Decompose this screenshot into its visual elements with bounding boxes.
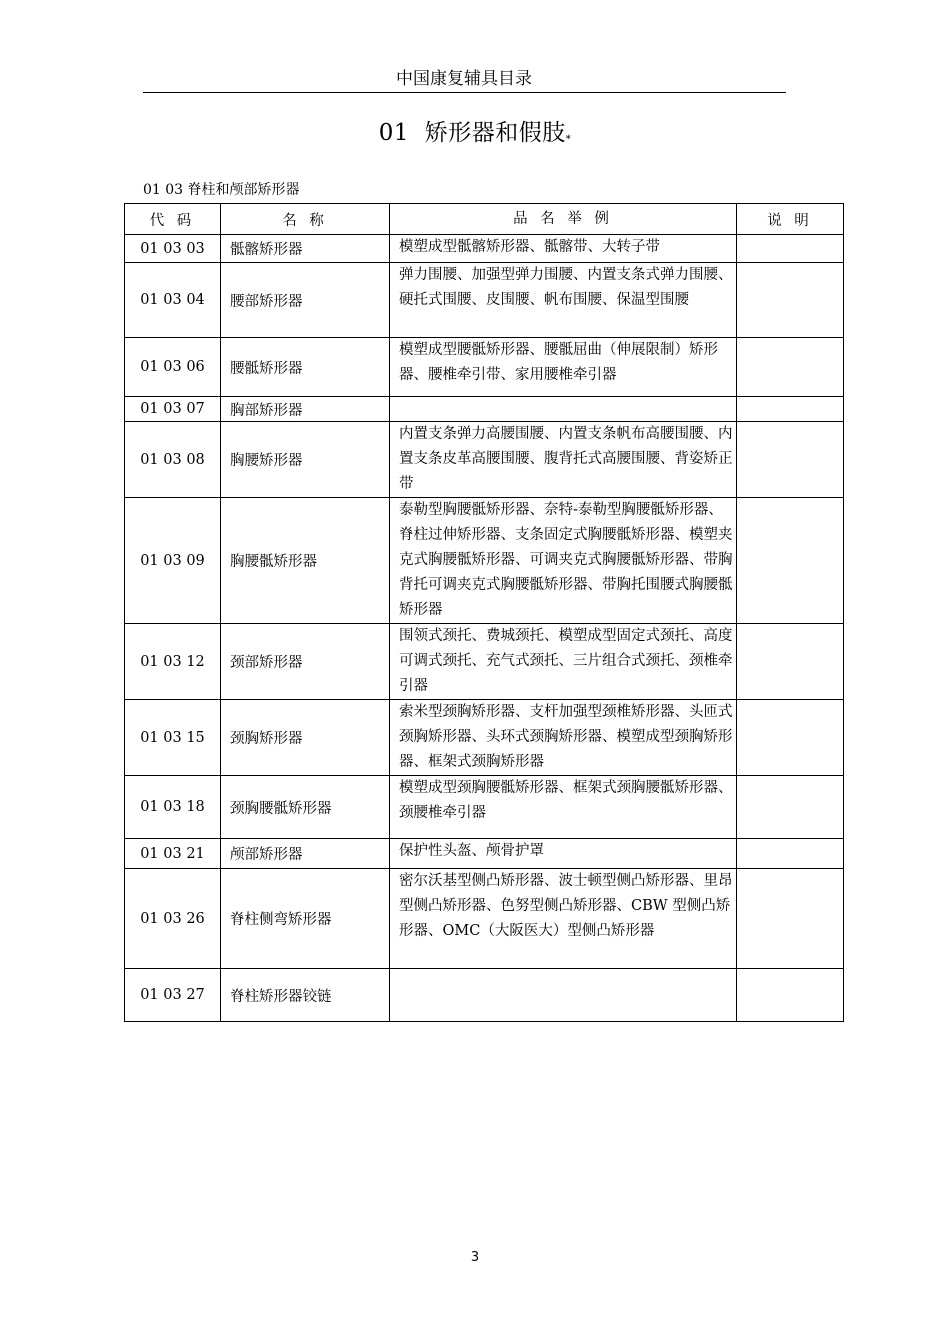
column-header-name: 名 称	[221, 204, 390, 235]
row-note	[737, 422, 844, 498]
row-code: 01 03 15	[125, 700, 221, 776]
row-code: 01 03 21	[125, 839, 221, 869]
row-code: 01 03 03	[125, 235, 221, 263]
row-examples	[390, 397, 737, 422]
row-note	[737, 498, 844, 624]
row-code: 01 03 04	[125, 263, 221, 338]
row-code: 01 03 26	[125, 869, 221, 969]
row-name: 颈胸矫形器	[221, 700, 390, 776]
table-row	[125, 700, 844, 776]
row-examples: 保护性头盔、颅骨护罩	[390, 839, 737, 869]
row-note	[737, 700, 844, 776]
row-examples: 内置支条弹力高腰围腰、内置支条帆布高腰围腰、内置支条皮革高腰围腰、腹背托式高腰围腰、背姿矫正带	[390, 422, 737, 498]
chapter-title	[0, 118, 950, 155]
table-row	[125, 338, 844, 397]
running-header: 中国康复辅具目录	[396, 69, 532, 89]
row-examples: 模塑成型骶髂矫形器、骶髂带、大转子带	[390, 235, 737, 263]
row-name: 脊柱侧弯矫形器	[221, 869, 390, 969]
table-row	[125, 839, 844, 869]
section-label: 01 03 脊柱和颅部矫形器	[143, 182, 300, 198]
chapter-mark: *	[565, 134, 572, 145]
row-code: 01 03 06	[125, 338, 221, 397]
row-code: 01 03 09	[125, 498, 221, 624]
chapter-name: 矫形器和假肢	[424, 120, 566, 146]
header-rule	[143, 92, 786, 93]
row-examples: 泰勒型胸腰骶矫形器、奈特-泰勒型胸腰骶矫形器、脊柱过伸矫形器、支条固定式胸腰骶矫形器、模塑夹克式胸腰骶矫形器、可调夹克式胸腰骶矫形器、带胸背托可调夹克式胸腰骶矫形器、带胸托围腰式胸腰骶矫形器	[390, 498, 737, 624]
row-name: 胸腰骶矫形器	[221, 498, 390, 624]
row-note	[737, 263, 844, 338]
chapter-number: 01	[378, 120, 410, 146]
table-row	[125, 235, 844, 263]
row-examples: 索米型颈胸矫形器、支杆加强型颈椎矫形器、头匝式颈胸矫形器、头环式颈胸矫形器、模塑成型颈胸矫形器、框架式颈胸矫形器	[390, 700, 737, 776]
row-note	[737, 869, 844, 969]
row-code: 01 03 27	[125, 969, 221, 1022]
row-code: 01 03 08	[125, 422, 221, 498]
row-name: 骶髂矫形器	[221, 235, 390, 263]
table-row	[125, 624, 844, 700]
row-name: 腰骶矫形器	[221, 338, 390, 397]
table-row	[125, 397, 844, 422]
page-number: 3	[470, 1250, 480, 1265]
row-code: 01 03 12	[125, 624, 221, 700]
table-row	[125, 869, 844, 969]
row-examples: 围领式颈托、费城颈托、模塑成型固定式颈托、高度可调式颈托、充气式颈托、三片组合式颈托、颈椎牵引器	[390, 624, 737, 700]
column-header-note: 说 明	[737, 204, 844, 235]
row-examples: 模塑成型颈胸腰骶矫形器、框架式颈胸腰骶矫形器、颈腰椎牵引器	[390, 776, 737, 839]
table-row	[125, 263, 844, 338]
row-note	[737, 776, 844, 839]
row-name: 颅部矫形器	[221, 839, 390, 869]
table-header-row	[125, 204, 844, 235]
table-row	[125, 969, 844, 1022]
row-note	[737, 839, 844, 869]
row-code: 01 03 07	[125, 397, 221, 422]
row-note	[737, 624, 844, 700]
table-row	[125, 776, 844, 839]
row-examples: 弹力围腰、加强型弹力围腰、内置支条式弹力围腰、硬托式围腰、皮围腰、帆布围腰、保温型围腰	[390, 263, 737, 338]
row-examples: 密尔沃基型侧凸矫形器、波士顿型侧凸矫形器、里昂型侧凸矫形器、色努型侧凸矫形器、CBW 型侧凸矫形器、OMC（大阪医大）型侧凸矫形器	[390, 869, 737, 969]
row-note	[737, 397, 844, 422]
row-name: 颈胸腰骶矫形器	[221, 776, 390, 839]
table-row	[125, 422, 844, 498]
row-name: 颈部矫形器	[221, 624, 390, 700]
row-code: 01 03 18	[125, 776, 221, 839]
row-note	[737, 235, 844, 263]
row-name: 腰部矫形器	[221, 263, 390, 338]
row-name: 脊柱矫形器铰链	[221, 969, 390, 1022]
row-examples: 模塑成型腰骶矫形器、腰骶屈曲（伸展限制）矫形器、腰椎牵引带、家用腰椎牵引器	[390, 338, 737, 397]
column-header-examples: 品 名 举 例	[390, 204, 737, 235]
row-note	[737, 338, 844, 397]
table-row	[125, 498, 844, 624]
catalog-table	[124, 203, 844, 1022]
row-name: 胸部矫形器	[221, 397, 390, 422]
row-name: 胸腰矫形器	[221, 422, 390, 498]
row-note	[737, 969, 844, 1022]
row-examples	[390, 969, 737, 1022]
column-header-code: 代 码	[125, 204, 221, 235]
